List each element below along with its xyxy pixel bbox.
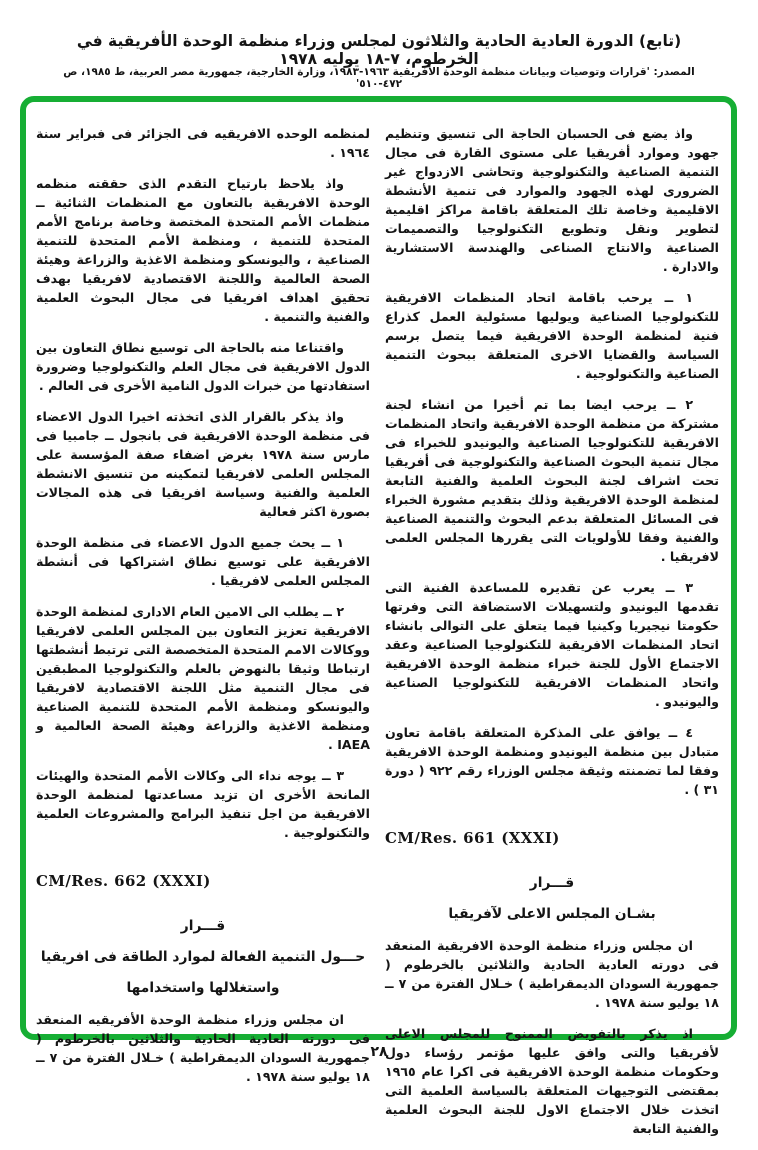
paragraph: واذ يذكر بالقرار الذى اتخذته اخيرا الدول الاعضاء فى منظمة الوحدة الافريقية فى بانجول ــ جامبيا فى مارس سنة ١٩٧٨ بغرض اضفاء صفة المؤسسة على المجلس العلمى لافريقيا لتمكينه من تنسيق الانشطة العلمية والفنية وسياسة افريقيا فى هذه المجالات بصورة اكثر فعالية (36, 409, 370, 519)
resolution-label-662: CM/Res. 662 (XXXI) (36, 872, 211, 890)
paragraph: لمنظمه الوحده الافريقيه فى الجزائر فى فبراير سنة ١٩٦٤ . (36, 126, 370, 160)
paragraph: واذ يلاحظ بارتياح التقدم الذى حققته منظمه الوحدة الافريقية بالتعاون مع المنظمات الثنائية ــ منظمات الأمم المتحدة المختصة وخاصة برنامج الأمم المتحدة للتنمية ، ومنظمة الأمم المتحدة للتنمية الصناعية ، واليونسكو ومنظمة الاغذية والزراعة وهيئة الصحة العالمية واللجنة الاقتصادية لافريقيا بهدف تحقيق اهداف افريقيا فى مجال البحوث العلمية والفنية والتنمية . (36, 176, 370, 324)
paragraph: اذ يذكر بالتفويض الممنوح للمجلس الاعلى لأفريقيا والتى وافق عليها مؤتمر رؤساء دول وحكومات منظمة الوحدة الافريقية فى اكرا عام ١٩٦٥ بمقتضى التوجيهات المتعلقة بالسياسة العلمية التى اتخذت خلال الاجتماع الاول للجنة البحوث العلمية والفنية التابعة (385, 1026, 719, 1136)
left-column (36, 124, 370, 1098)
paragraph: واقتناعا منه بالحاجة الى توسيع نطاق التعاون بين الدول الافريقية فى مجال العلم والتكنولوجيا وضرورة استفادتها من خبرات الدول النامية الأخرى فى العالم . (36, 340, 370, 393)
paragraph: واذ يضع فى الحسبان الحاجة الى تنسيق وتنظيم جهود وموارد أفريقيا على مستوى القارة فى مجال التنمية الصناعية والتكنولوجية وتحاشى الازدواج غير الضرورى لهذه الجهود والموارد فى تنمية الأنشطة الاقليمية وخاصة تلك المتعلقة باقامة مراكز اقليمية لتطوير ونقل وتطويع التكنولوجيا والتصميمات الصناعية والانتاج الصناعى والهندسة الاستشارية والادارة . (385, 126, 719, 274)
paragraph: ٤ ــ يوافق على المذكرة المتعلقة باقامة تعاون متبادل بين منظمة اليونيدو ومنظمة الوحدة الافريقية وفقا لما تضمنته وثيقة مجلس الوزراء رقم ٩٢٢ ( دورة ٣١ ) . (385, 725, 719, 797)
paragraph: ان مجلس وزراء منظمة الوحدة الافريقية المنعقد فى دورته العادية الحادية والثلاثين بالخرطوم ( جمهورية السودان الديمقراطية ) خـلال الفترة من ٧ ــ ١٨ يوليو سنة ١٩٧٨ . (385, 938, 719, 1010)
paragraph: ٢ ــ يرحب ايضا بما تم أخيرا من انشاء لجنة مشتركة من منظمة الوحدة الافريقية واتحاد المنظمات الافريقية للتكنولوجيا الصناعية واليونيدو للخبراء فى مجال تنمية البحوث الصناعية والتكنولوجية فى أفريقيا تحت اشراف لجنة البحوث العلمية والفنية التابعة لمنظمة الوحدة الافريقية وذلك بتقديم مشورة الخبراء فى المسائل المتعلقة بدعم البحوث والتنمية الصناعية والفنية وفقا للأولويات التى يقررها المجلس العلمى لافريقيا . (385, 397, 719, 564)
paragraph: ٣ ــ يعرب عن تقديره للمساعدة الفنية التى تقدمها اليونيدو ولتسهيلات الاستضافة التى وفرتها حكومتا نيجيريا وكينيا فيما يتعلق على التوالى بانشاء اتحاد المنظمات الافريقية للتكنولوجيا الصناعية وعقد الاجتماع الأول للجنة خبراء منظمة الوحدة الافريقية واتحاد المنظمات الافريقية للتكنولوجيا الصناعية واليونيدو . (385, 580, 719, 709)
right-column (385, 124, 719, 1150)
paragraph: ١ ــ يحث جميع الدول الاعضاء فى منظمة الوحدة الافريقية على توسيع نطاق اشتراكها فى أنشطة المجلس العلمى لافريقيا . (36, 535, 370, 588)
paragraph: ١ ــ يرحب باقامة اتحاد المنظمات الافريقية للتكنولوجيا الصناعية ويوليها مسئولية العمل كذراع فنية لمنظمة الوحدة الافريقية فيما يتصل برسم السياسة والقضايا الاخرى المتعلقة ببحوث التنمية الصناعية والتكنولوجية . (385, 290, 719, 381)
paragraph: ٢ ــ يطلب الى الامين العام الادارى لمنظمة الوحدة الافريقية تعزيز التعاون بين المجلس العلمى لافريقيا ووكالات الامم المتحدة المتخصصة التى ترتبط أنشطتها ارتباطا وثيقا بالنهوض بالعلم والتكنولوجيا المطبقين فى مجال التنمية مثل اللجنة الاقتصادية لافريقيا واليونسكو ومنظمة الأمم المتحدة للتنمية الصناعية ومنظمة الاغذية والزراعة وهيئة الصحة العالمية و IAEA . (36, 604, 370, 752)
resolution-662-heading-subject-2: واستغلالها واستخدامها (126, 980, 280, 996)
paragraph: ان مجلس وزراء منظمة الوحدة الأفريقيه المنعقد فى دورته العادية الحادية والثلاثين بالخرطوم ( جمهورية السودان الديمقراطية ) خـلال الفترة من ٧ ــ ١٨ يوليو سنة ١٩٧٨ . (36, 1012, 370, 1084)
resolution-661-heading-subject: بشـان المجلس الاعلى لآفريقيا (448, 906, 656, 922)
page-header-source: المصدر: 'قرارات وتوصيات وبيانات منظمة الوحدة الأفريقية ١٩٦٣-١٩٨٣، وزارة الخارجية، جمهورية مصر العربية، ط ١٩٨٥، ص ٤٧٢-٥١٠' (63, 66, 695, 90)
paragraph: ٣ ــ يوجه نداء الى وكالات الأمم المتحدة والهيئات المانحة الأخرى ان تزيد مساعدتها لمنظمة الوحدة الافريقية من اجل تنفيذ البرامج والمشروعات العلمية والتكنولوجية . (36, 768, 370, 840)
resolution-662-heading-word: قـــرار (180, 918, 226, 934)
resolution-label-661: CM/Res. 661 (XXXI) (385, 829, 560, 847)
resolution-661-heading-word: قـــرار (529, 875, 575, 891)
resolution-662-heading-subject: حـــول التنمية الفعالة لموارد الطاقة فى افريقيا (40, 949, 366, 965)
page-number: ٢٨ (370, 1044, 388, 1060)
page-header-title: (تابع) الدورة العادية الحادية والثلاثون لمجلس وزراء منظمة الوحدة الأفريقية في الخرطوم، ٧-١٨ يوليه ١٩٧٨ (76, 32, 682, 68)
